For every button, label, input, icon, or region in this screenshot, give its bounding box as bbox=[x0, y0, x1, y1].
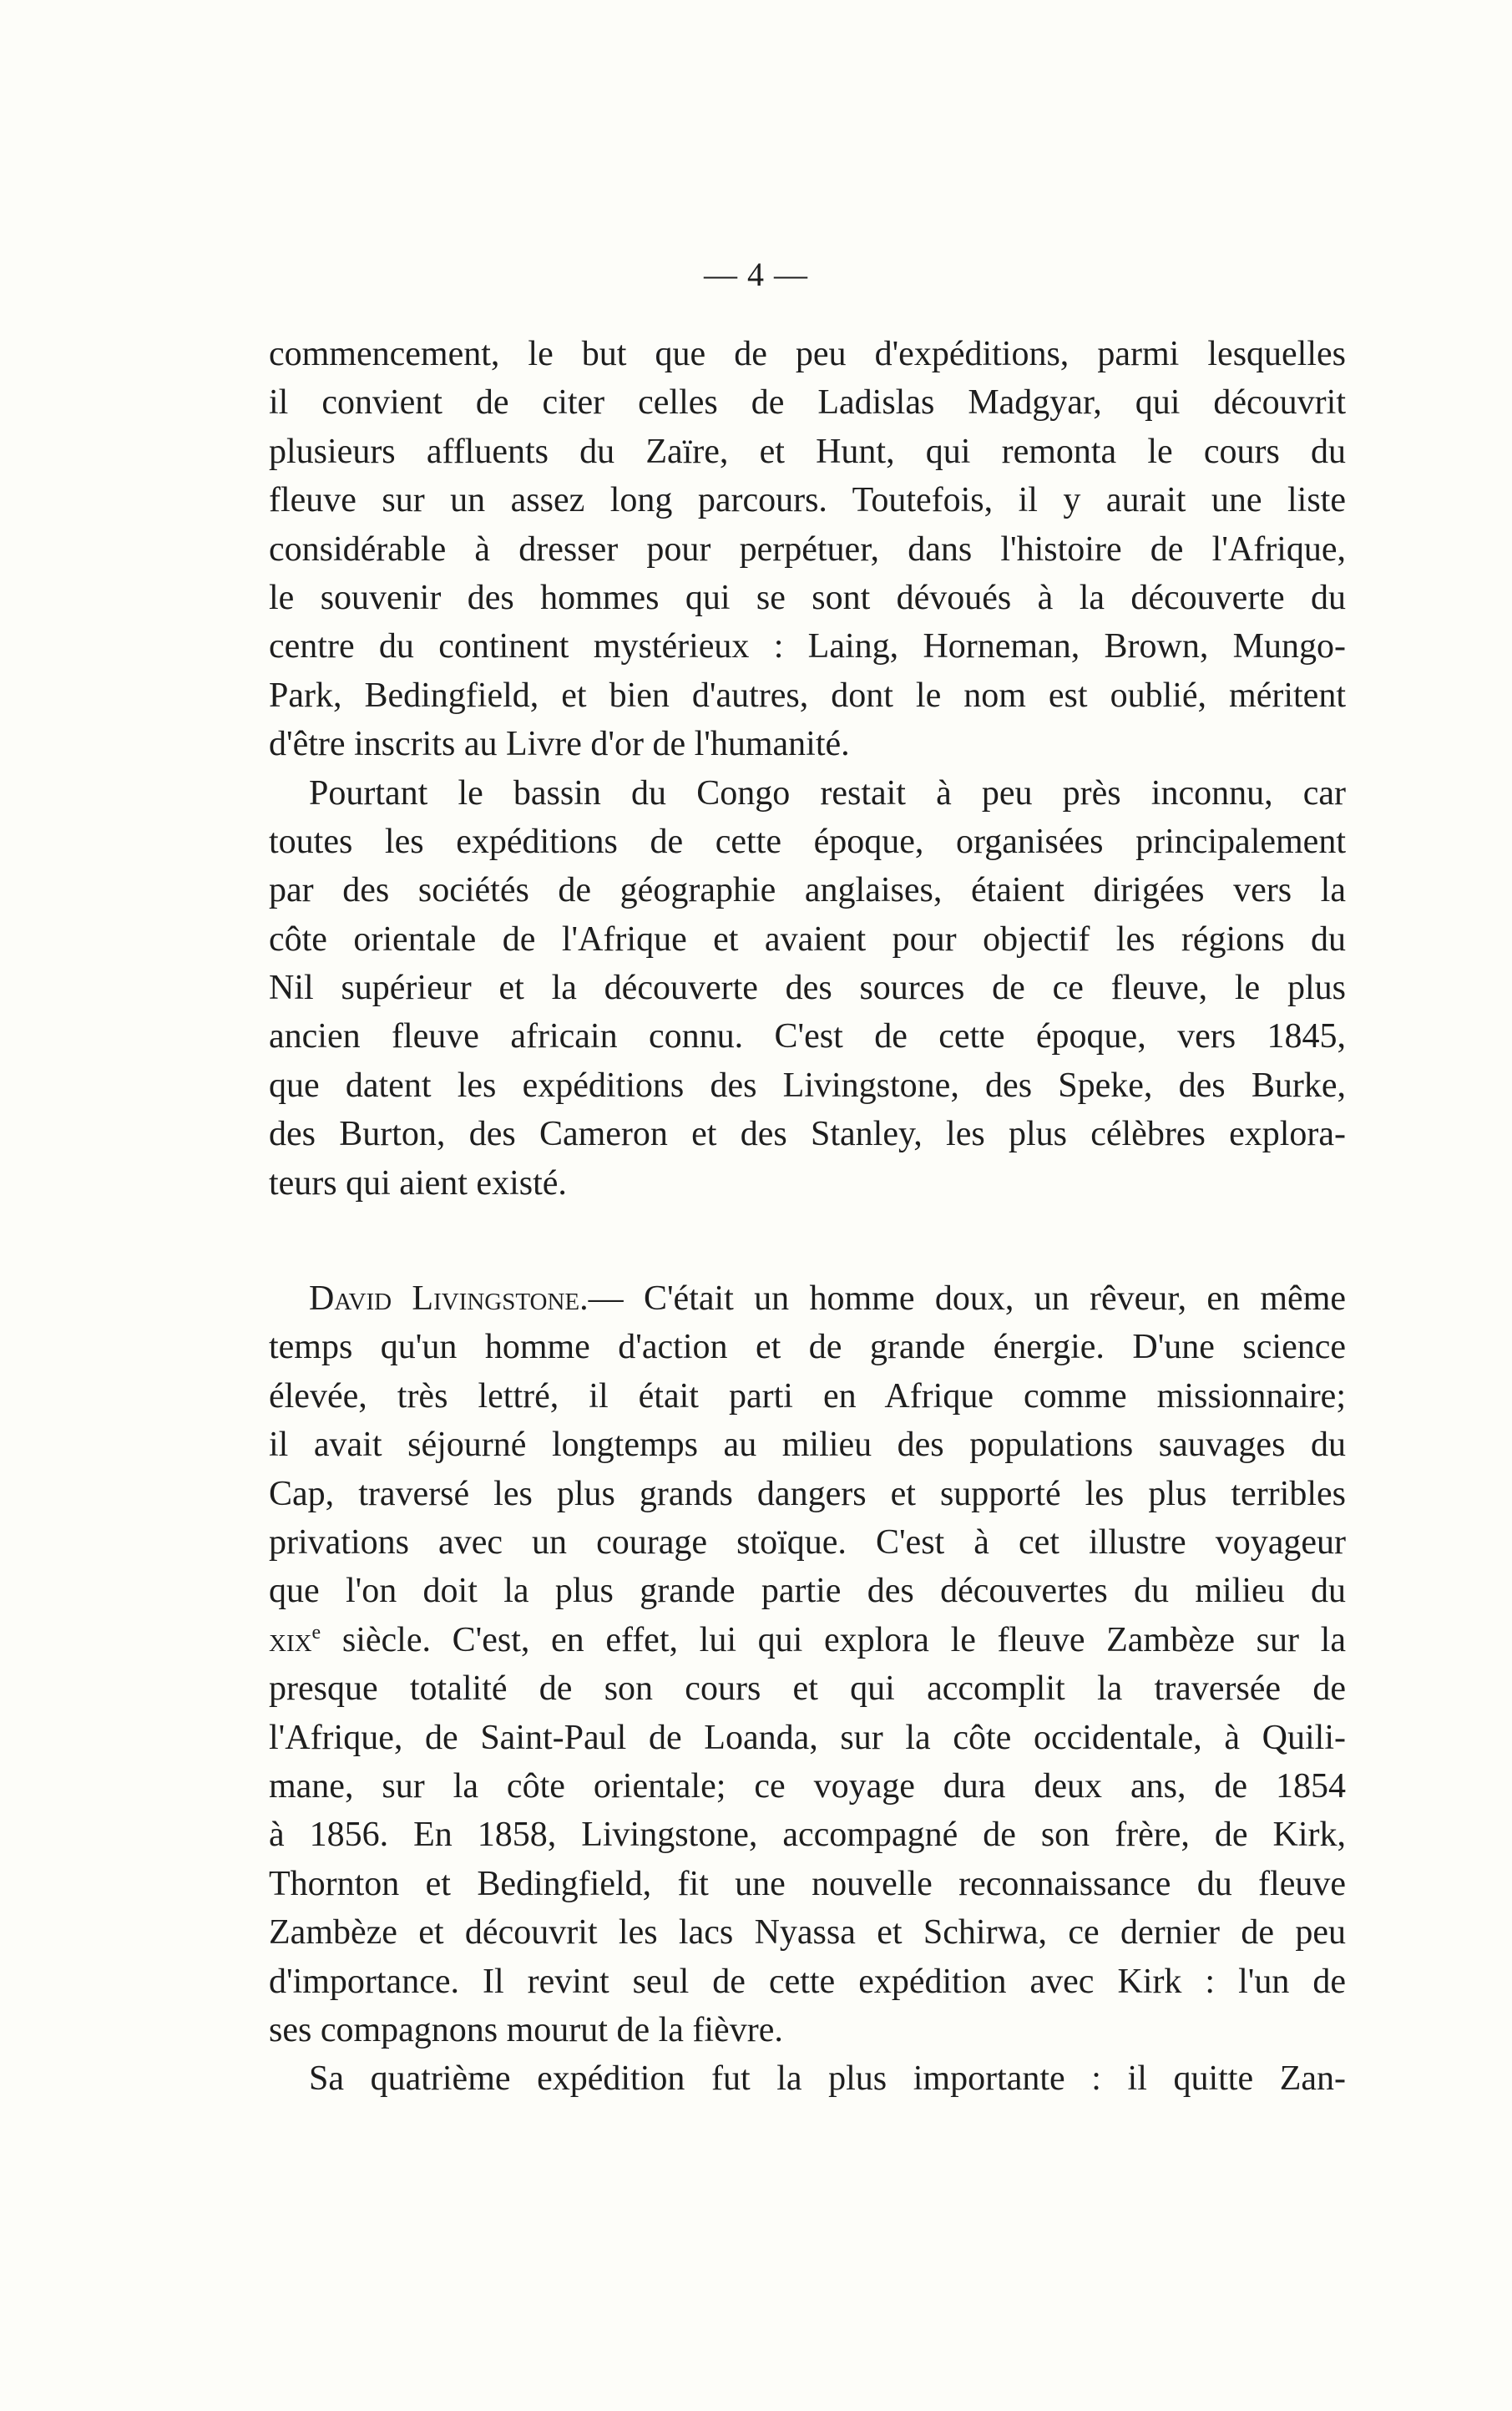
text-line: ses compagnons mourut de la fièvre. bbox=[269, 2010, 783, 2049]
text-line: fleuve sur un assez long parcours. Toutefois, il y aurait une liste bbox=[269, 481, 1346, 520]
text-line: il avait séjourné longtemps au milieu des populations sauvages du bbox=[269, 1426, 1346, 1465]
text-line: privations avec un courage stoïque. C'est à cet illustre voyageur bbox=[269, 1522, 1346, 1562]
text-line: d'être inscrits au Livre d'or de l'humanité. bbox=[269, 725, 850, 764]
paragraph-livingstone bbox=[269, 1274, 1346, 2054]
body-text bbox=[269, 330, 1346, 2104]
text-line: côte orientale de l'Afrique et avaient pour objectif les régions du bbox=[269, 919, 1346, 959]
heading-line-text: — C'était un homme doux, un rêveur, en même bbox=[588, 1279, 1346, 1319]
century-line-text: siècle. C'est, en effet, lui qui explora le fleuve Zambèze sur la bbox=[321, 1620, 1346, 1659]
paragraph-4 bbox=[269, 2054, 1346, 2103]
text-line: que datent les expéditions des Livingstone, des Speke, des Burke, bbox=[269, 1066, 1346, 1105]
section-spacer bbox=[269, 1208, 1346, 1274]
text-line: Sa quatrième expédition fut la plus importante : il quitte Zan- bbox=[309, 2059, 1346, 2099]
paragraph-1 bbox=[269, 330, 1346, 769]
text-line: élevée, très lettré, il était parti en Afrique comme missionnaire; bbox=[269, 1376, 1346, 1416]
text-line: considérable à dresser pour perpétuer, dans l'histoire de l'Afrique, bbox=[269, 529, 1346, 569]
text-line: toutes les expéditions de cette époque, organisées principalement bbox=[269, 822, 1346, 861]
text-line: commencement, le but que de peu d'expéditions, parmi lesquelles bbox=[269, 335, 1346, 373]
text-line: Nil supérieur et la découverte des sources de ce fleuve, le plus bbox=[269, 969, 1346, 1008]
text-line: à 1856. En 1858, Livingstone, accompagné de son frère, de Kirk, bbox=[269, 1816, 1346, 1855]
text-line: que l'on doit la plus grande partie des découvertes du milieu du bbox=[269, 1572, 1346, 1611]
text-line: Zambèze et découvrit les lacs Nyassa et Schirwa, ce dernier de peu bbox=[269, 1913, 1346, 1953]
text-line: plusieurs affluents du Zaïre, et Hunt, qui remonta le cours du bbox=[269, 432, 1346, 471]
text-line: le souvenir des hommes qui se sont dévoués à la découverte du bbox=[269, 578, 1346, 617]
century-numeral: xix bbox=[269, 1620, 312, 1659]
text-line: centre du continent mystérieux : Laing, Horneman, Brown, Mungo- bbox=[269, 627, 1346, 666]
text-line: mane, sur la côte orientale; ce voyage dura deux ans, de 1854 bbox=[269, 1766, 1346, 1806]
text-line: temps qu'un homme d'action et de grande énergie. D'une science bbox=[269, 1328, 1346, 1367]
text-line: l'Afrique, de Saint-Paul de Loanda, sur la côte occidentale, à Quili- bbox=[269, 1718, 1346, 1757]
text-line: par des sociétés de géographie anglaises, étaient dirigées vers la bbox=[269, 871, 1346, 910]
text-line: Park, Bedingfield, et bien d'autres, dont le nom est oublié, méritent bbox=[269, 676, 1346, 715]
text-line: Cap, traversé les plus grands dangers et supporté les plus terribles bbox=[269, 1474, 1346, 1513]
text-line: teurs qui aient existé. bbox=[269, 1163, 567, 1203]
text-line: Thornton et Bedingfield, fit une nouvelle reconnaissance du fleuve bbox=[269, 1864, 1346, 1903]
century-suffix: e bbox=[311, 1621, 321, 1644]
text-line bbox=[269, 1616, 1346, 1664]
text-line: Pourtant le bassin du Congo restait à peu près inconnu, car bbox=[309, 773, 1346, 813]
paragraph-2 bbox=[269, 769, 1346, 1208]
text-line: des Burton, des Cameron et des Stanley, les plus célèbres explora- bbox=[269, 1115, 1346, 1154]
page-number: — 4 — bbox=[704, 256, 808, 293]
text-line: ancien fleuve africain connu. C'est de cette époque, vers 1845, bbox=[269, 1017, 1346, 1056]
text-line: il convient de citer celles de Ladislas Madgyar, qui découvrit bbox=[269, 383, 1346, 423]
section-heading: David Livingstone. bbox=[309, 1279, 589, 1319]
text-line: presque totalité de son cours et qui accomplit la traversée de bbox=[269, 1669, 1346, 1709]
text-line bbox=[269, 1274, 1346, 1323]
text-line: d'importance. Il revint seul de cette expédition avec Kirk : l'un de bbox=[269, 1962, 1346, 2001]
